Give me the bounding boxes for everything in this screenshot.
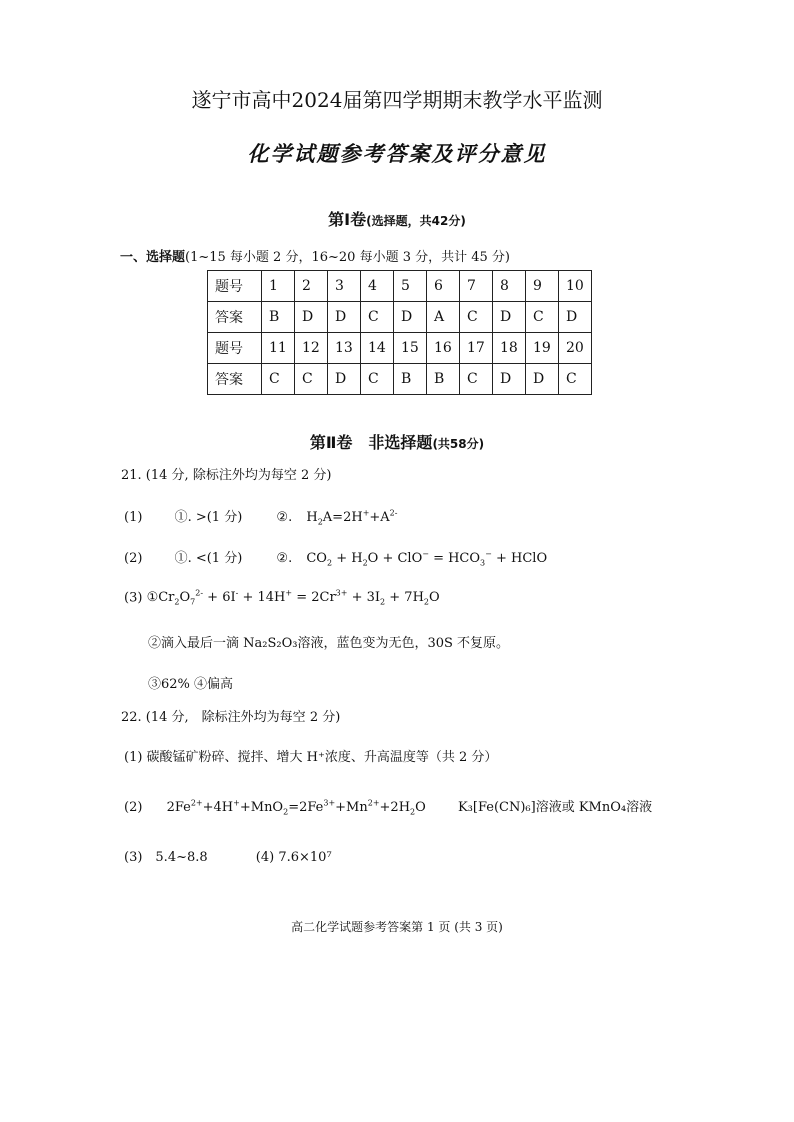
table-cell: A — [427, 302, 460, 333]
q22-line3 — [124, 846, 332, 865]
q22-l3-a: (3) 5.4~8.8 — [124, 850, 208, 865]
table-cell: C — [526, 302, 559, 333]
section1-note: (1~15 每小题 2 分，16~20 每小题 3 分，共计 45 分) — [185, 250, 510, 265]
table-cell: 5 — [394, 271, 427, 302]
table-cell: D — [328, 364, 361, 395]
table-cell: C — [460, 302, 493, 333]
table-cell: D — [493, 302, 526, 333]
table-cell: 11 — [262, 333, 295, 364]
table-cell: D — [394, 302, 427, 333]
table-cell: C — [262, 364, 295, 395]
table-cell: C — [559, 364, 592, 395]
q22-line1: (1) 碳酸锰矿粉碎、搅拌、增大 H⁺浓度、升高温度等（共 2 分） — [124, 750, 498, 765]
q21-line1 — [124, 506, 397, 527]
q22-line2 — [124, 796, 652, 817]
document-title: 遂宁市高中2024届第四学期期末教学水平监测 — [191, 88, 603, 112]
part1-note: (选择题，共42分) — [366, 214, 466, 228]
table-cell: B — [427, 364, 460, 395]
part2-title: 第Ⅱ卷 非选择题 — [309, 433, 433, 452]
q22-header: 22. (14 分, 除标注外均为每空 2 分) — [121, 710, 341, 725]
table-cell: B — [394, 364, 427, 395]
q21-line2 — [124, 547, 547, 568]
q22-l2-reagent: K₃[Fe(CN)₆]溶液或 KMnO₄溶液 — [457, 800, 653, 815]
table-cell: C — [361, 364, 394, 395]
table-cell: 6 — [427, 271, 460, 302]
q22-l2-formula: $2Fe^{2+}+4H^++MnO_2=2Fe^{3+}+Mn^{2+}+2H_2O$ — [166, 798, 426, 817]
q21-header: 21. (14 分, 除标注外均为每空 2 分) — [121, 468, 332, 483]
document-subtitle: 化学试题参考答案及评分意见 — [247, 141, 547, 166]
q21-line5: ③62% ④偏高 — [148, 677, 234, 692]
row-label: 题号 — [208, 333, 262, 364]
table-row — [208, 302, 592, 333]
page-footer: 高二化学试题参考答案第 1 页 (共 3 页) — [291, 920, 503, 934]
table-cell: 19 — [526, 333, 559, 364]
part2-heading — [0, 430, 794, 453]
q21-l2-a: ①. <(1 分) — [174, 551, 243, 566]
q21-line4: ②滴入最后一滴 Na₂S₂O₃溶液，蓝色变为无色，30S 不复原。 — [148, 636, 510, 651]
part1-heading — [0, 207, 794, 230]
table-cell: D — [295, 302, 328, 333]
q21-l1-a: ①. >(1 分) — [174, 510, 243, 525]
q21-l2-num: (2) — [124, 551, 143, 566]
table-row — [208, 364, 592, 395]
table-cell: 12 — [295, 333, 328, 364]
table-cell: 2 — [295, 271, 328, 302]
table-cell: 3 — [328, 271, 361, 302]
table-cell: 7 — [460, 271, 493, 302]
q22-l3-b: (4) 7.6×10⁷ — [255, 850, 332, 865]
answer-table — [207, 270, 592, 395]
table-row — [208, 271, 592, 302]
q21-l3-formula: $①Cr_2O_7^{2-} + 6I^- + 14H^+ = 2Cr^{3+} + 3I_2 + 7H_2O$ — [146, 589, 440, 607]
table-cell: D — [328, 302, 361, 333]
table-cell: C — [460, 364, 493, 395]
section1-heading — [120, 246, 510, 265]
table-cell: 15 — [394, 333, 427, 364]
q21-line3 — [124, 589, 440, 607]
row-label: 题号 — [208, 271, 262, 302]
table-cell: 10 — [559, 271, 592, 302]
table-cell: 14 — [361, 333, 394, 364]
table-cell: 13 — [328, 333, 361, 364]
row-label: 答案 — [208, 364, 262, 395]
table-cell: 20 — [559, 333, 592, 364]
table-cell: C — [361, 302, 394, 333]
table-cell: D — [493, 364, 526, 395]
part2-note: (共58分) — [432, 437, 485, 451]
table-cell: D — [526, 364, 559, 395]
table-cell: 8 — [493, 271, 526, 302]
table-cell: 4 — [361, 271, 394, 302]
table-row — [208, 333, 592, 364]
part1-title: 第Ⅰ卷 — [328, 210, 367, 229]
table-cell: C — [295, 364, 328, 395]
q22-l2-num: (2) — [124, 800, 143, 815]
table-cell: D — [559, 302, 592, 333]
q21-l3-num: (3) — [124, 590, 143, 606]
q21-l2-b: ②. — [276, 551, 293, 566]
section1-label: 一、选择题 — [120, 250, 186, 265]
table-cell: 9 — [526, 271, 559, 302]
table-cell: 16 — [427, 333, 460, 364]
table-cell: 1 — [262, 271, 295, 302]
q21-l1-num: (1) — [124, 510, 143, 525]
table-cell: B — [262, 302, 295, 333]
q21-l2-formula: $CO_2 + H_2O + ClO^- = HCO_3^-$ + HClO — [306, 549, 548, 568]
row-label: 答案 — [208, 302, 262, 333]
q21-l1-formula: $H_2A=2H^++A^{2-}$ — [306, 508, 398, 527]
table-cell: 18 — [493, 333, 526, 364]
table-cell: 17 — [460, 333, 493, 364]
q21-l1-b: ②. — [276, 510, 293, 525]
